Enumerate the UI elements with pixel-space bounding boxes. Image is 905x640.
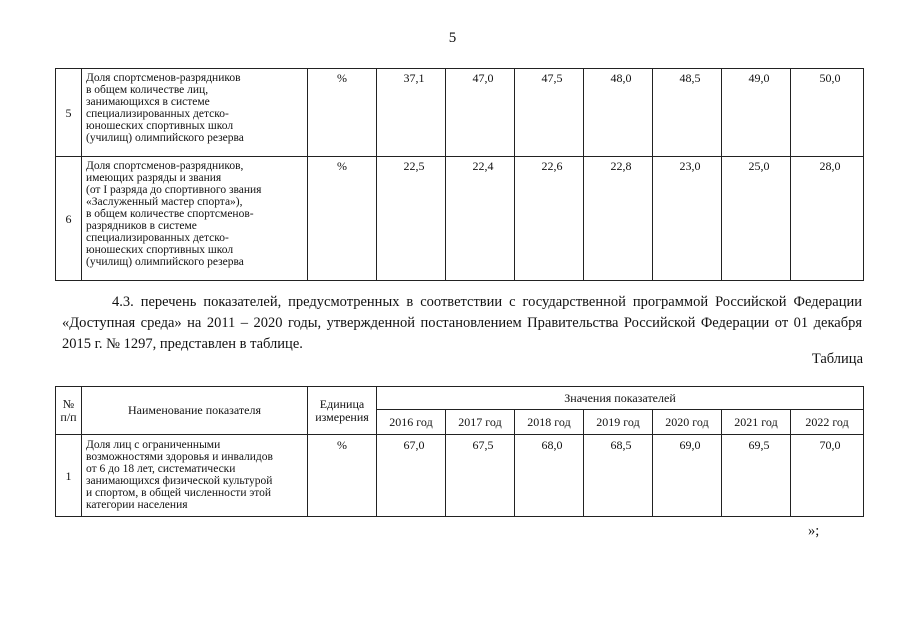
indicators-table [55, 386, 864, 517]
value-cell: 28,0 [791, 157, 864, 281]
table-row [56, 435, 864, 517]
indicator-name: Доля спортсменов-разрядников в общем количестве лиц, занимающихся в системе специализированных детско- юношеских спортивных школ (училищ) олимпийского резерва [82, 69, 308, 157]
value-cell: 22,5 [377, 157, 446, 281]
value-cell: 69,0 [653, 435, 722, 517]
value-cell: 68,5 [584, 435, 653, 517]
value-cell: 47,0 [446, 69, 515, 157]
row-number: 1 [56, 435, 82, 517]
header-year: 2016 год [377, 410, 446, 435]
section-paragraph: 4.3. перечень показателей, предусмотренных в соответствии с государственной программой Российской Федерации «Доступная среда» на 2011 – 2020 годы, утвержденной постановлением Правительства Российской Федерации от 01 декабря 2015 г. № 1297, представлен в таблице. [62, 294, 862, 352]
value-cell: 67,0 [377, 435, 446, 517]
row-number: 5 [56, 69, 82, 157]
header-number: № п/п [56, 387, 82, 435]
value-cell: 49,0 [722, 69, 791, 157]
value-cell: 37,1 [377, 69, 446, 157]
header-year: 2017 год [446, 410, 515, 435]
unit-cell: % [308, 69, 377, 157]
indicators-table-continued [55, 68, 864, 281]
value-cell: 70,0 [791, 435, 864, 517]
value-cell: 22,4 [446, 157, 515, 281]
row-number: 6 [56, 157, 82, 281]
value-cell: 69,5 [722, 435, 791, 517]
table-row [56, 69, 864, 157]
value-cell: 67,5 [446, 435, 515, 517]
header-year: 2020 год [653, 410, 722, 435]
value-cell: 22,6 [515, 157, 584, 281]
value-cell: 22,8 [584, 157, 653, 281]
value-cell: 68,0 [515, 435, 584, 517]
table-row [56, 157, 864, 281]
value-cell: 48,5 [653, 69, 722, 157]
unit-cell: % [308, 435, 377, 517]
closing-quote: »; [808, 523, 820, 539]
header-unit: Единица измерения [308, 387, 377, 435]
unit-cell: % [308, 157, 377, 281]
header-year: 2022 год [791, 410, 864, 435]
header-row [56, 387, 864, 410]
value-cell: 50,0 [791, 69, 864, 157]
table-caption: Таблица [811, 351, 863, 367]
header-year: 2018 год [515, 410, 584, 435]
header-values-group: Значения показателей [377, 387, 864, 410]
value-cell: 47,5 [515, 69, 584, 157]
value-cell: 23,0 [653, 157, 722, 281]
value-cell: 25,0 [722, 157, 791, 281]
page-number: 5 [448, 30, 457, 46]
header-indicator-name: Наименование показателя [82, 387, 308, 435]
value-cell: 48,0 [584, 69, 653, 157]
indicator-name: Доля лиц с ограниченными возможностями здоровья и инвалидов от 6 до 18 лет, систематически занимающихся физической культурой и спортом, в общей численности этой категории населения [82, 435, 308, 517]
header-year: 2021 год [722, 410, 791, 435]
indicator-name: Доля спортсменов-разрядников, имеющих разряды и звания (от I разряда до спортивного звания «Заслуженный мастер спорта»), в общем количестве спортсменов- разрядников в системе специализированных детско- юношеских спортивных школ (училищ) олимпийского резерва [82, 157, 308, 281]
header-year: 2019 год [584, 410, 653, 435]
